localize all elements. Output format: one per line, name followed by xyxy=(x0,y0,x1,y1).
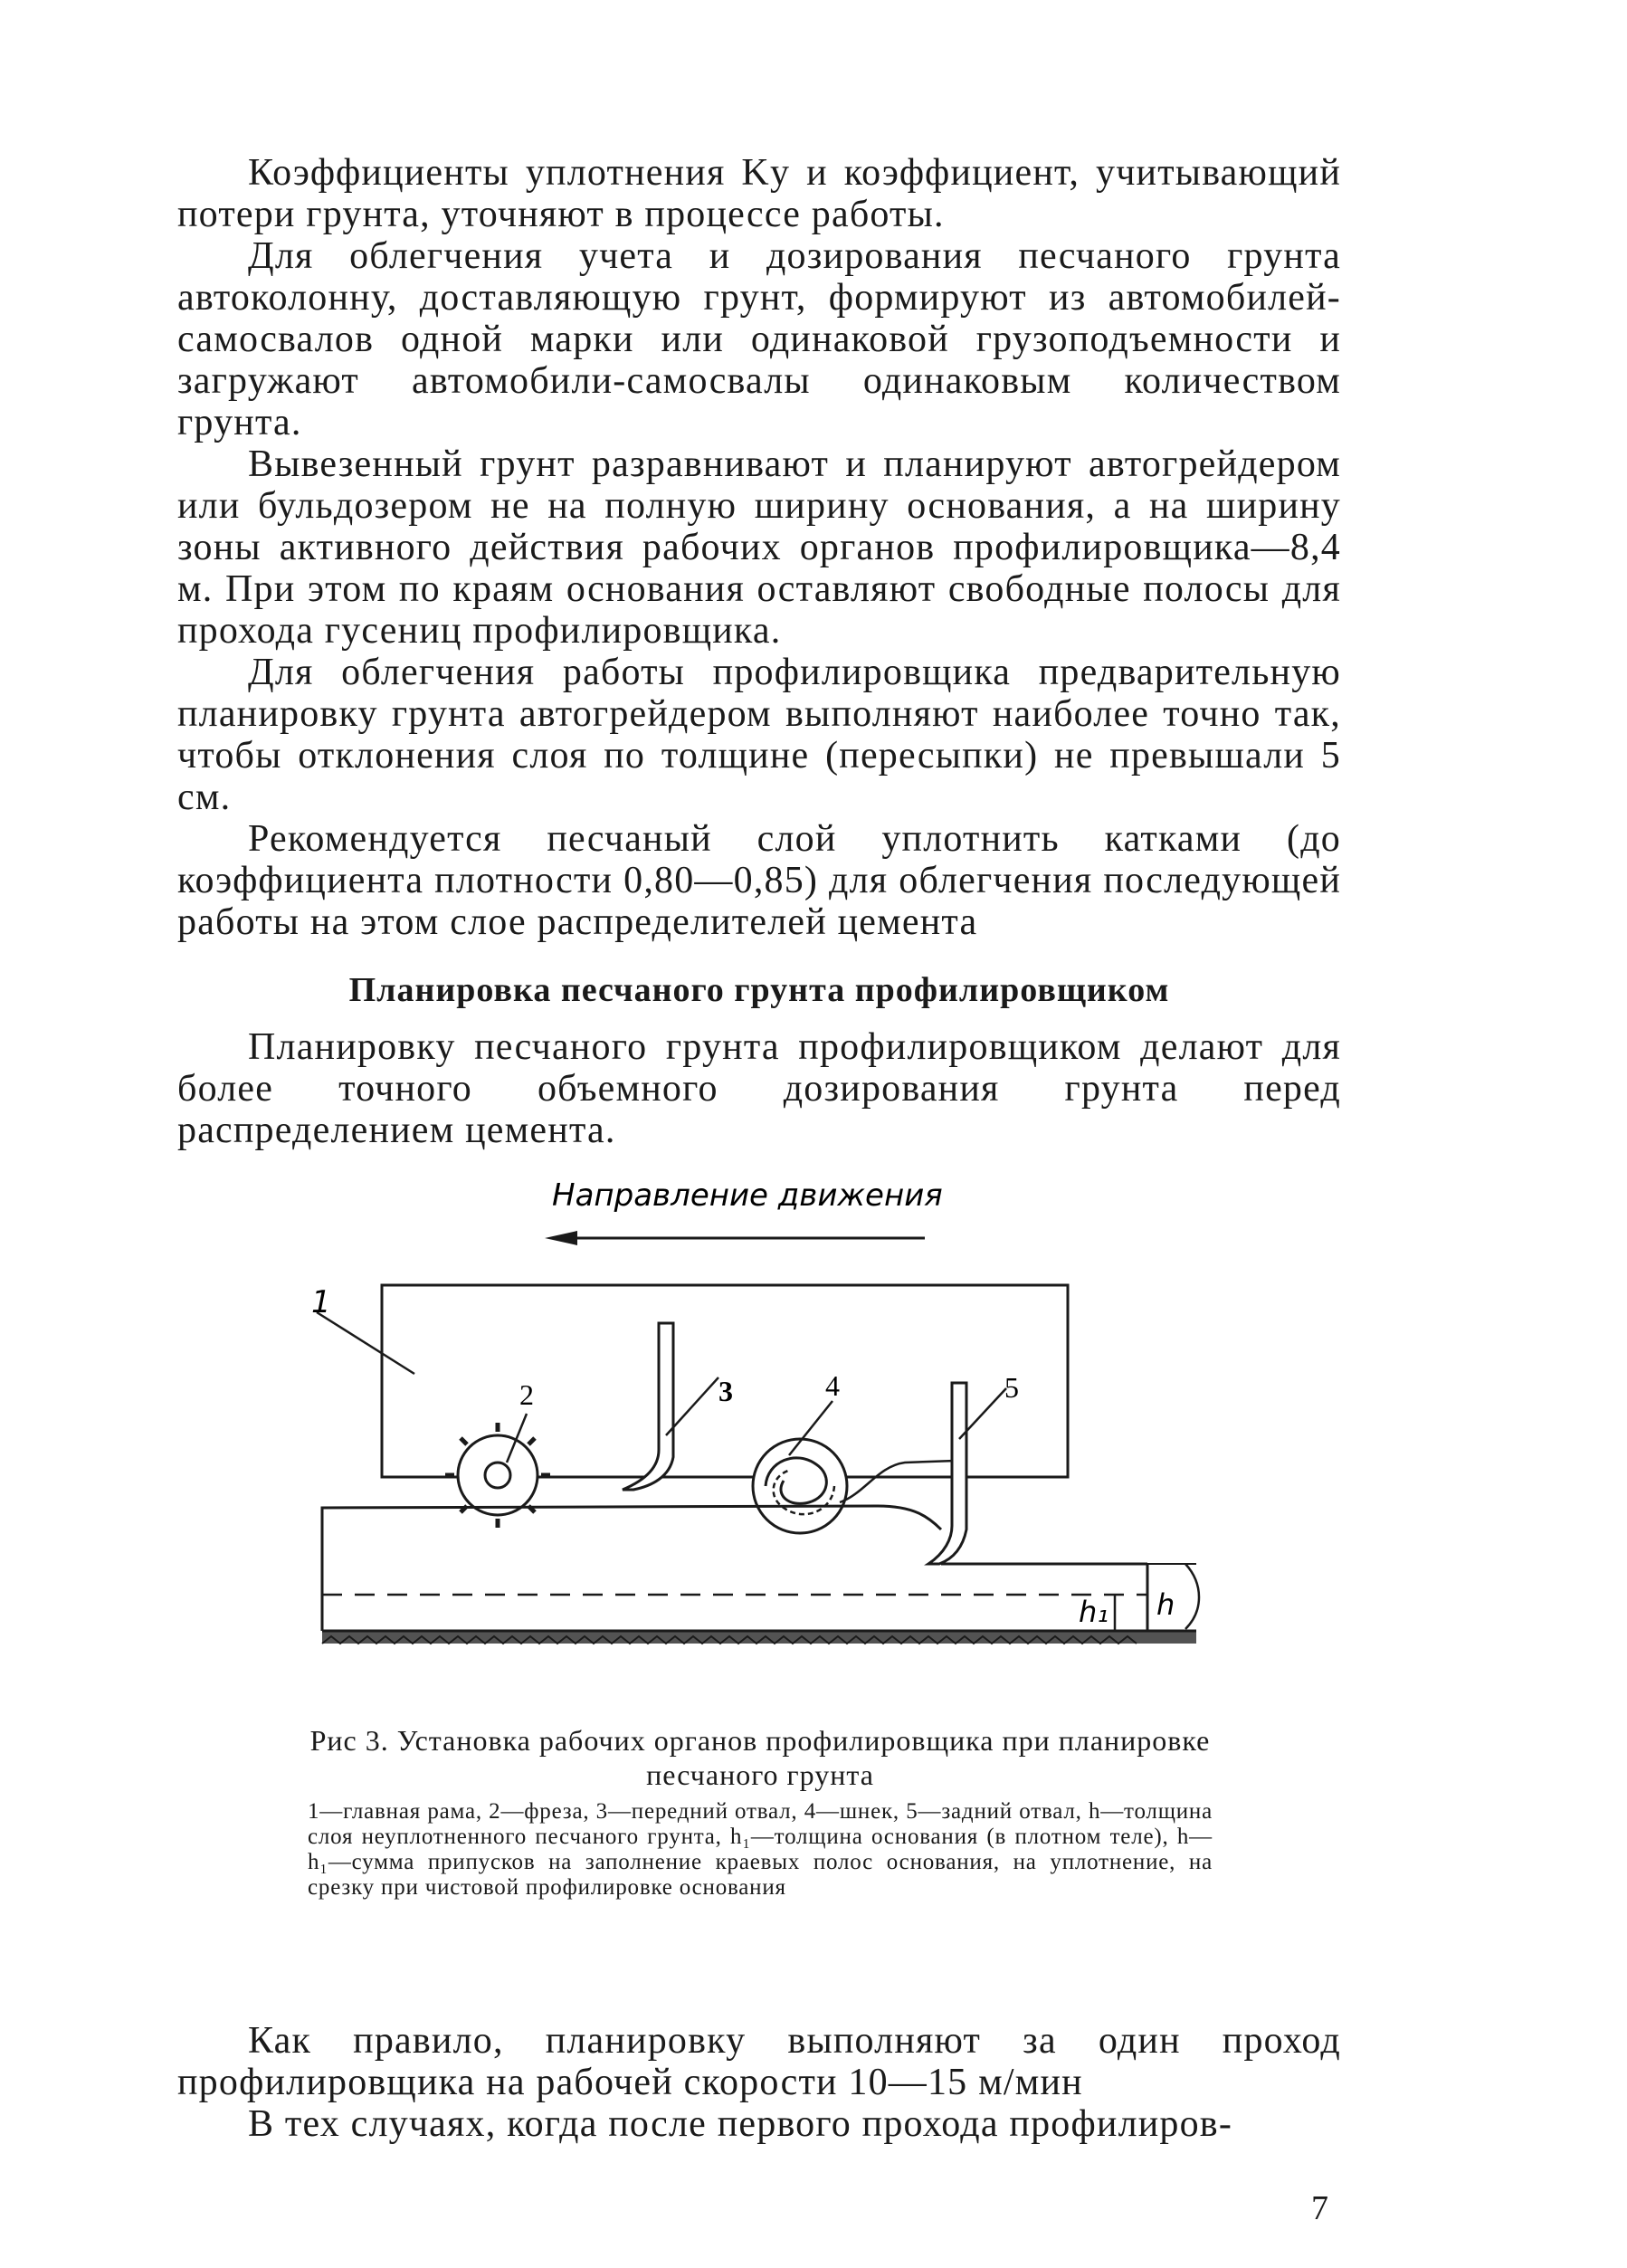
paragraph: Рекомендуется песчаный слой уплотнить катками (до коэффициента плотности 0,80—0,85) для облегчения последующей работы на этом слое распределителей цемента xyxy=(177,818,1341,943)
paragraph: Коэффициенты уплотнения Kу и коэффициент, учитывающий потери грунта, уточняют в процессе работы. xyxy=(177,152,1341,235)
page-number: 7 xyxy=(1311,2189,1328,2227)
body-text-bottom xyxy=(177,2020,1341,2145)
arrow-head-icon xyxy=(545,1231,577,1245)
paragraph: Планировку песчаного грунта профилировщиком делают для более точного объемного дозирования грунта перед распределением цемента. xyxy=(177,1026,1341,1151)
paragraph: В тех случаях, когда после первого прохода профилиров- xyxy=(248,2103,1233,2145)
section-heading: Планировка песчаного грунта профилировщиком xyxy=(348,971,1170,1009)
cutter-icon xyxy=(445,1423,550,1528)
auger-link xyxy=(840,1461,956,1502)
figure-legend: 1—главная рама, 2—фреза, 3—передний отвал, 4—шнек, 5—задний отвал, h—толщина слоя неуплотненного песчаного грунта, h₁—толщина основания (в плотном теле), h—h₁—сумма припусков на заполнение краевых полос основания, на уплотнение, на срезку при чистовой профилировке основания xyxy=(308,1799,1213,1900)
body-text-section xyxy=(177,1026,1341,1151)
profiler-diagram-svg xyxy=(290,1167,1240,1674)
label-h: h xyxy=(1156,1587,1175,1622)
paragraph: Для облегчения учета и дозирования песчаного грунта автоколонну, доставляющую грунт, формируют из автомобилей-самосвалов одной марки или одинаковой грузоподъемности и загружают автомобили-самосвалы одинаковым количеством грунта. xyxy=(177,235,1341,443)
paragraph: Вывезенный грунт разравнивают и планируют автогрейдером или бульдозером не на полную ширину основания, а на ширину зоны активного действия рабочих органов профилировщика—8,4 м. При этом по краям основания оставляют свободные полосы для прохода гусениц профилировщика. xyxy=(177,443,1341,652)
auger-icon xyxy=(753,1439,847,1533)
label-4: 4 xyxy=(825,1369,840,1402)
label-h1: h₁ xyxy=(1079,1595,1109,1629)
paragraph: Для облегчения работы профилировщика предварительную планировку грунта автогрейдером выполняют наиболее точно так, чтобы отклонения слоя по толщине (пересыпки) не превышали 5 см. xyxy=(177,652,1341,818)
paragraph: Как правило, планировку выполняют за один проход профилировщика на рабочей скорости 10—15 м/мин xyxy=(177,2020,1341,2103)
direction-label: Направление движения xyxy=(552,1177,943,1214)
label-2: 2 xyxy=(519,1378,534,1411)
leader-line-1 xyxy=(317,1312,414,1374)
label-5: 5 xyxy=(1004,1371,1019,1404)
body-text-top xyxy=(177,152,1341,943)
figure-profiler-diagram xyxy=(290,1167,1240,1674)
rear-blade xyxy=(928,1383,966,1564)
label-1: 1 xyxy=(311,1284,331,1320)
h-bracket xyxy=(1185,1564,1199,1629)
sand-layer-top xyxy=(322,1506,941,1529)
figure-caption: Рис 3. Установка рабочих органов профилировщика при планировке песчаного грунта xyxy=(309,1724,1211,1791)
front-blade xyxy=(623,1323,673,1490)
label-3: 3 xyxy=(718,1375,733,1407)
